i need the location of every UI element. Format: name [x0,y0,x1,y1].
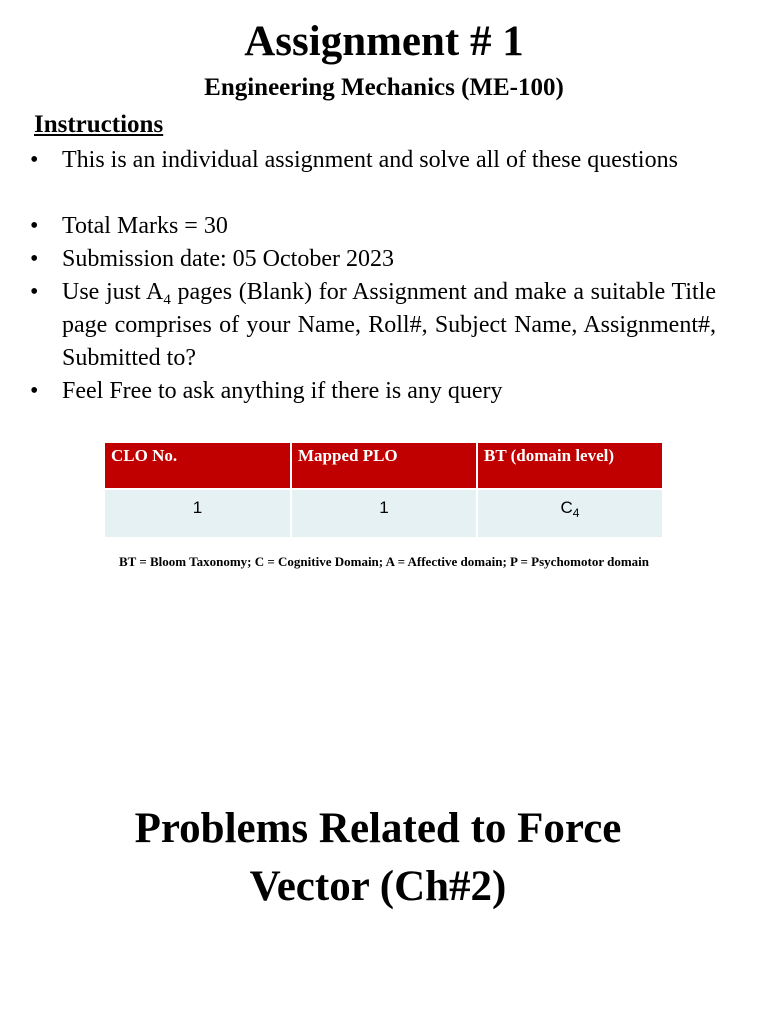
cell-bt-level [477,489,662,537]
instruction-item [30,210,716,243]
instruction-text: Feel Free to ask anything if there is any query [62,378,503,404]
instructions-list [30,144,716,408]
cell-clo-no: 1 [105,489,291,537]
instruction-text: This is an individual assignment and solve all of these questions [62,147,678,173]
instruction-text-part: Use just A [62,279,164,305]
instruction-text [62,279,716,371]
bt-subscript: 4 [572,506,580,520]
instruction-item [30,144,716,210]
bt-letter: C [560,498,573,517]
instruction-text-part: pages (Blank) for Assignment and make a suitable Title page comprises of your Name, Roll#, Subject Name, Assignment#, Submitted to? [62,279,716,371]
bullet-icon: • [30,246,39,272]
bloom-taxonomy-legend: BT = Bloom Taxonomy; C = Cognitive Domain; A = Affective domain; P = Psychomotor domain [118,554,650,569]
section-heading [0,800,756,916]
clo-mapping-table [105,443,662,537]
instructions-heading: Instructions [34,111,164,138]
assignment-title: Assignment # 1 [244,18,524,65]
subscript: 4 [163,292,171,308]
instruction-text: Total Marks = 30 [62,213,228,239]
header-bt-domain-level: BT (domain level) [477,443,662,489]
instruction-item [30,243,716,276]
table-row [105,489,662,537]
header-clo-no: CLO No. [105,443,291,489]
instruction-text: Submission date: 05 October 2023 [62,246,394,272]
header-mapped-plo: Mapped PLO [291,443,477,489]
section-heading-line: Vector (Ch#2) [249,863,507,910]
bullet-icon: • [30,279,39,305]
bullet-icon: • [30,378,39,404]
instruction-item [30,276,716,375]
bullet-icon: • [30,213,39,239]
section-heading-line: Problems Related to Force [134,805,622,852]
bullet-icon: • [30,147,39,173]
instruction-item [30,375,716,408]
cell-mapped-plo: 1 [291,489,477,537]
course-subtitle: Engineering Mechanics (ME-100) [204,74,564,101]
table-header-row [105,443,662,489]
